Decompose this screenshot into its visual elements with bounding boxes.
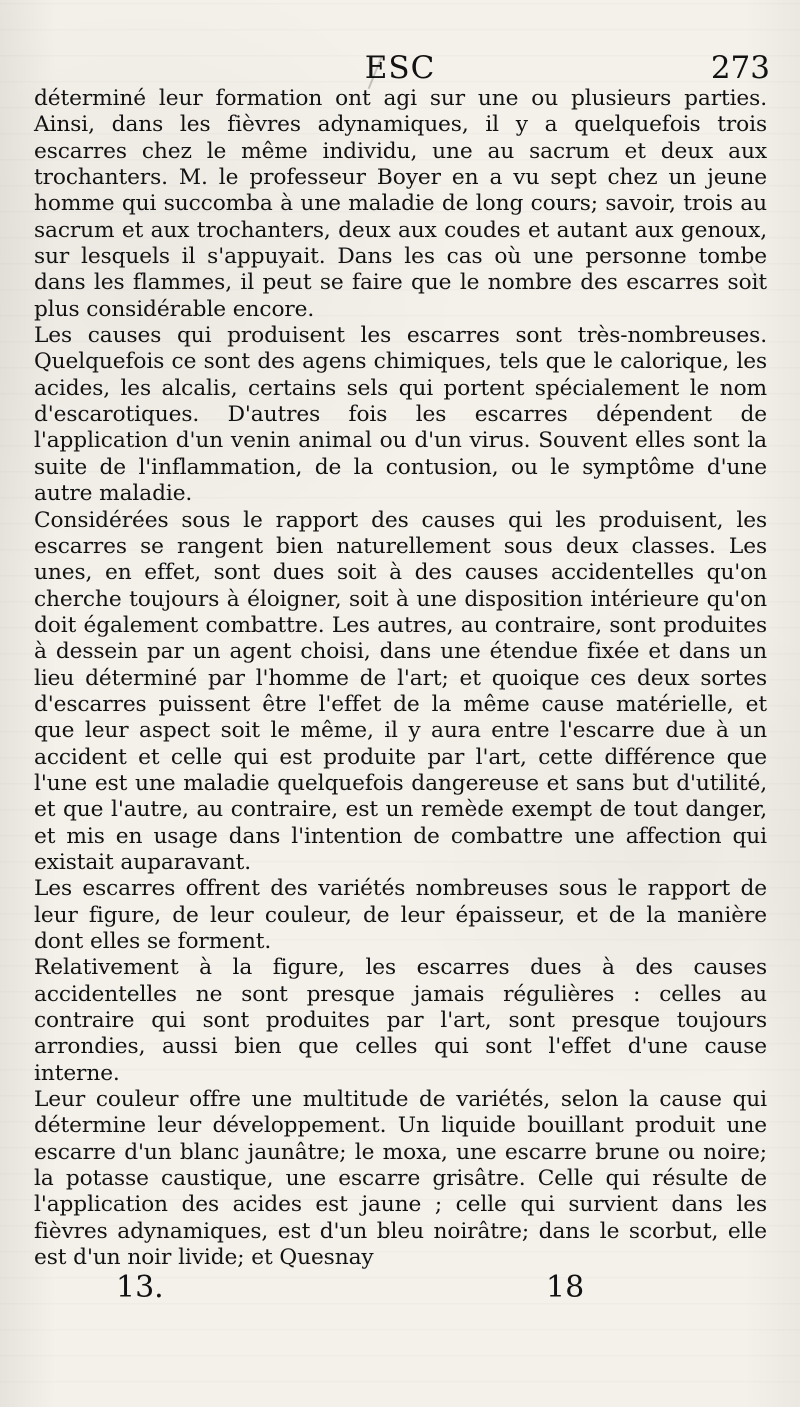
paragraph: Les causes qui produisent les escarres sont très-nombreuses. Quelquefois ce sont des agens chimiques, tels que le calorique, les acides, les alcalis, certains sels qui portent spécialement le nom d'escarotiques. D'autres fois les escarres dépendent de l'application d'un venin animal ou d'un virus. Souvent elles sont la suite de l'inflammation, de la contusion, ou le symptôme d'une autre maladie.: [34, 323, 767, 507]
page-number: 273: [710, 50, 770, 86]
header-title: ESC: [364, 50, 436, 86]
signature-mark-right: 18: [546, 1270, 585, 1305]
running-header: [30, 48, 770, 88]
main-text: [34, 86, 767, 1269]
footer: [30, 1268, 770, 1308]
paragraph: Relativement à la figure, les escarres dues à des causes accidentelles ne sont presque jamais régulières : celles au contraire qui sont produites par l'art, sont presque toujours arrondies, aussi bien que celles qui sont l'effet d'une cause interne.: [34, 955, 767, 1086]
paragraph: Considérées sous le rapport des causes qui les produisent, les escarres se rangent bien naturellement sous deux classes. Les unes, en effet, sont dues soit à des causes accidentelles qu'on cherche toujours à éloigner, soit à une disposition intérieure qu'on doit également combattre. Les autres, au contraire, sont produites à dessein par un agent choisi, dans une étendue fixée et dans un lieu déterminé par l'homme de l'art; et quoique ces deux sortes d'escarres puissent être l'effet de la même cause matérielle, et que leur aspect soit le même, il y aura entre l'escarre due à un accident et celle qui est produite par l'art, cette différence que l'une est une maladie quelquefois dangereuse et sans but d'utilité, et que l'autre, au contraire, est un remède exempt de tout danger, et mis en usage dans l'intention de combattre une affection qui existait auparavant.: [34, 507, 767, 875]
signature-mark-left: 13.: [116, 1270, 164, 1305]
paragraph: déterminé leur formation ont agi sur une ou plusieurs parties. Ainsi, dans les fièvres adynamiques, il y a quelquefois trois escarres chez le même individu, une au sacrum et deux aux trochanters. M. le professeur Boyer en a vu sept chez un jeune homme qui succomba à une maladie de long cours; savoir, trois au sacrum et aux trochanters, deux aux coudes et autant aux genoux, sur lesquels il s'appuyait. Dans les cas où une personne tombe dans les flammes, il peut se faire que le nombre des escarres soit plus considérable encore.: [34, 86, 767, 322]
paragraph: Les escarres offrent des variétés nombreuses sous le rapport de leur figure, de leur couleur, de leur épaisseur, et de la manière dont elles se forment.: [34, 876, 767, 954]
paragraph: Leur couleur offre une multitude de variétés, selon la cause qui détermine leur développement. Un liquide bouillant produit une escarre d'un blanc jaunâtre; le moxa, une escarre brune ou noire; la potasse caustique, une escarre grisâtre. Celle qui résulte de l'application des acides est jaune ; celle qui survient dans les fièvres adynamiques, est d'un bleu noirâtre; dans le scorbut, elle est d'un noir livide; et Quesnay: [34, 1087, 767, 1271]
